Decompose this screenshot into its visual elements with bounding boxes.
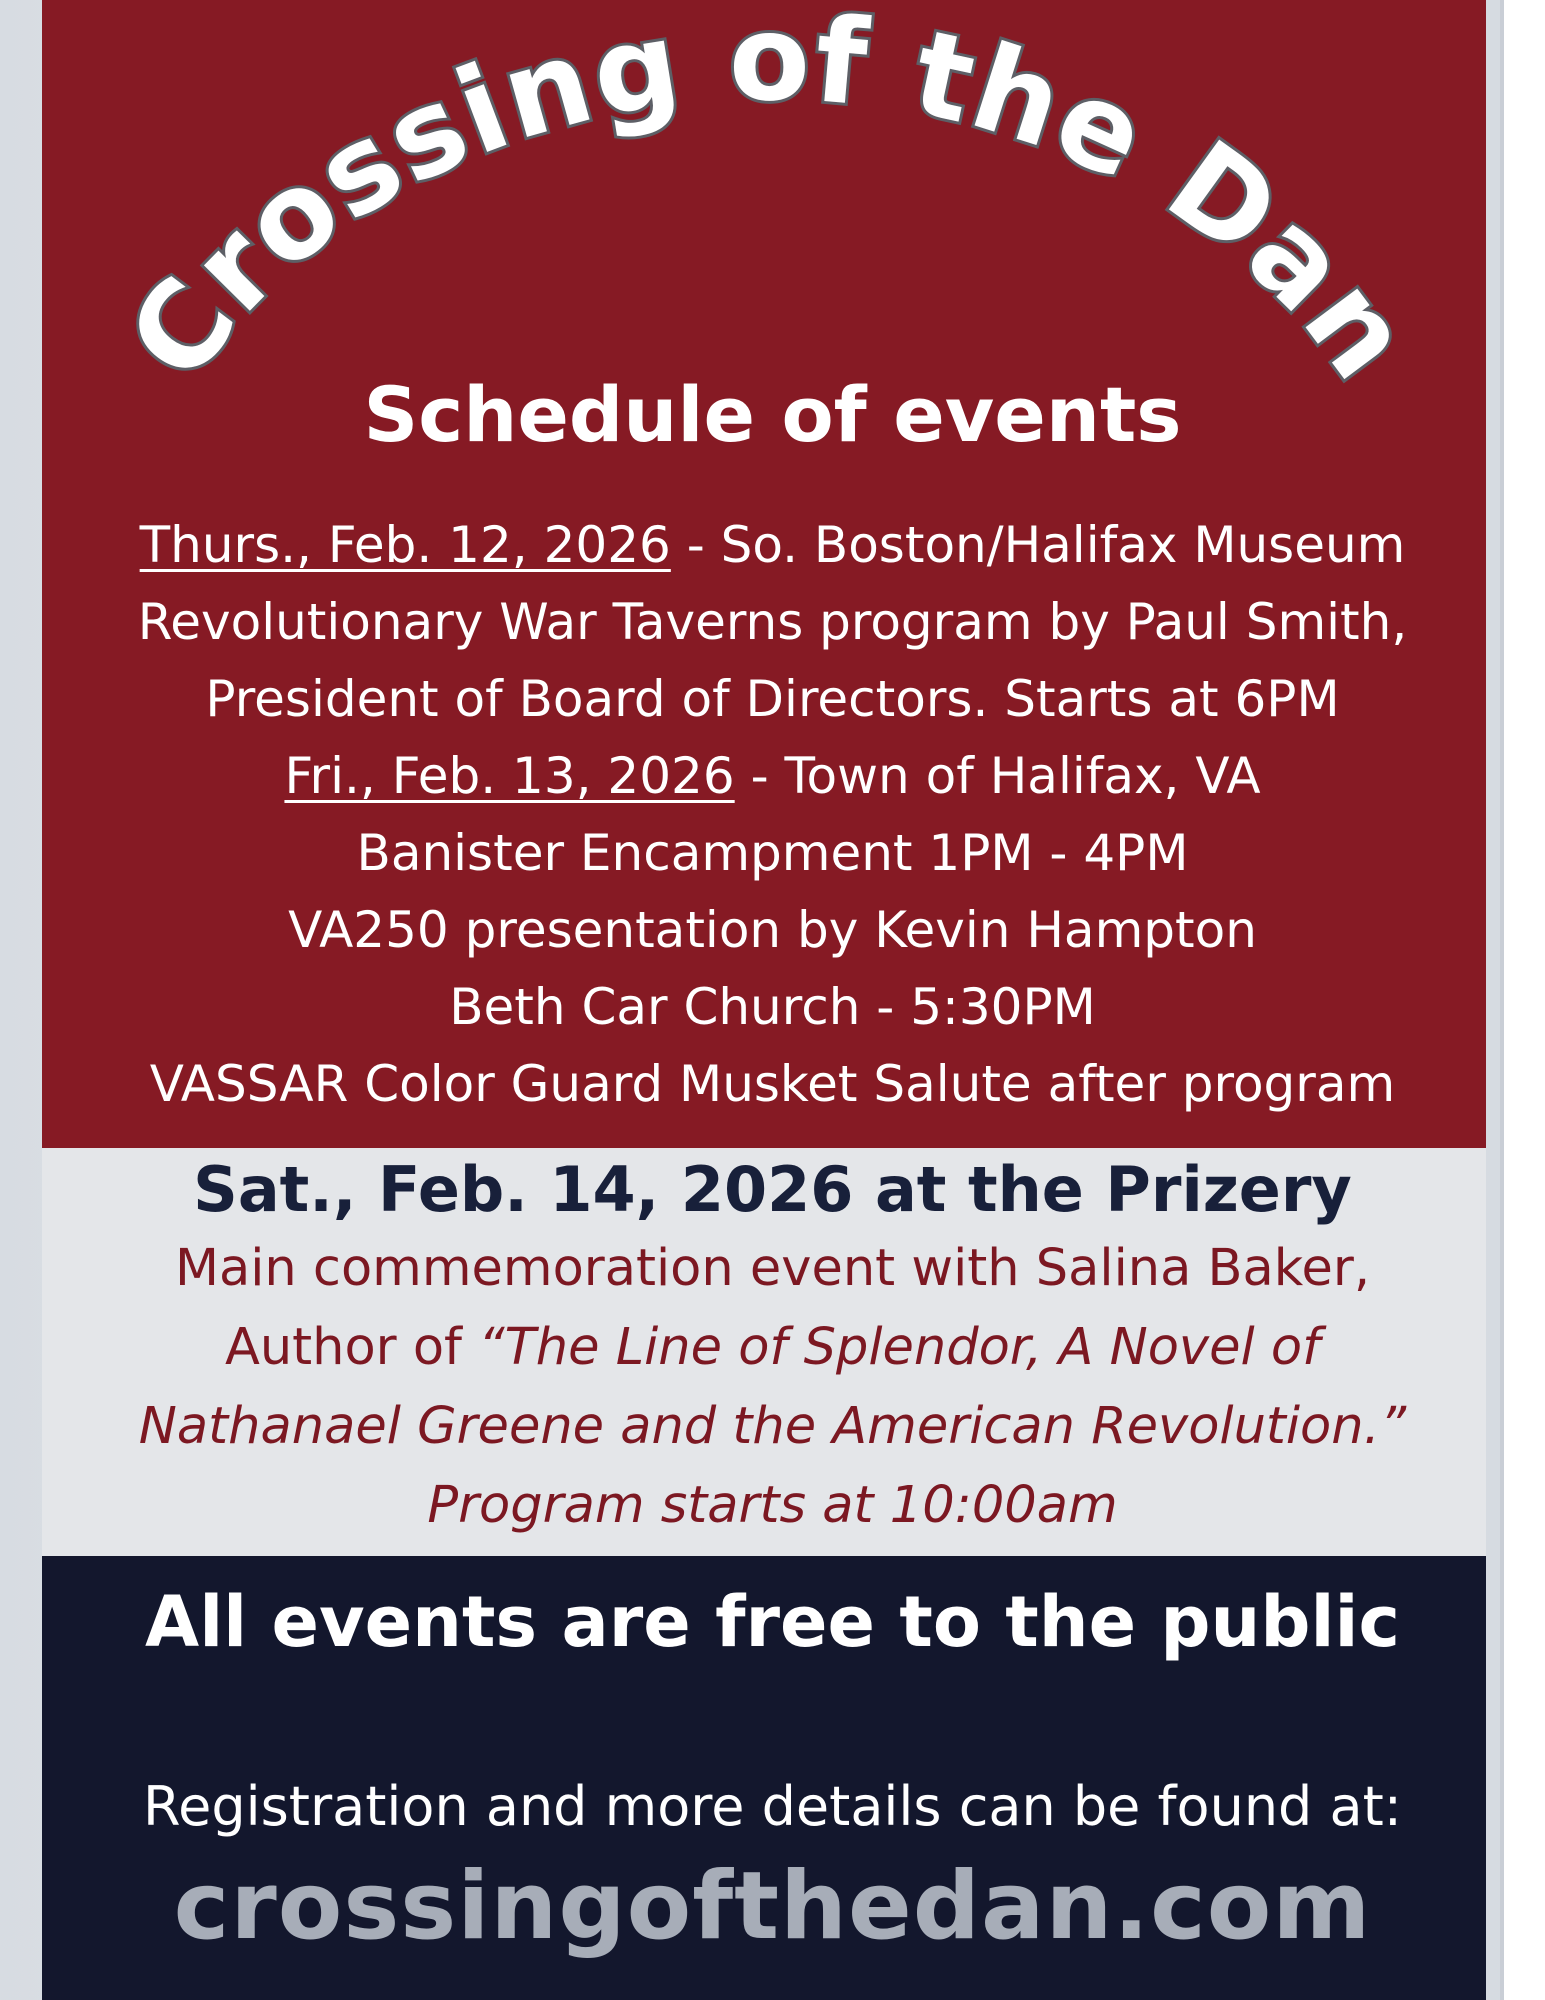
thursday-line-3: President of Board of Directors. Starts at 6PM <box>205 670 1340 728</box>
thursday-location: - So. Boston/Halifax Museum <box>670 516 1406 574</box>
free-notice: All events are free to the public <box>145 1581 1400 1663</box>
friday-line-1 <box>0 746 1545 806</box>
title-arch <box>0 0 1545 560</box>
saturday-book-title-start: “The Line of Splendor, A Novel of <box>478 1318 1321 1377</box>
saturday-line-1: Main commemoration event with Salina Baker, <box>174 1239 1371 1298</box>
website-link[interactable]: crossingofthedan.com <box>173 1852 1372 1961</box>
friday-line-4: Beth Car Church - 5:30PM <box>449 978 1096 1036</box>
saturday-author-prefix: Author of <box>224 1318 479 1377</box>
registration-text: Registration and more details can be found at: <box>143 1775 1402 1838</box>
saturday-heading: Sat., Feb. 14, 2026 at the Prizery <box>193 1153 1352 1226</box>
saturday-line-3 <box>0 1396 1545 1458</box>
friday-line-2: Banister Encampment 1PM - 4PM <box>356 824 1189 882</box>
saturday-line-4 <box>0 1475 1545 1537</box>
saturday-start-time: Program starts at 10:00am <box>427 1476 1118 1535</box>
friday-line-5: VASSAR Color Guard Musket Salute after program <box>149 1055 1396 1113</box>
saturday-book-title-end: Nathanael Greene and the American Revolution.” <box>138 1397 1407 1456</box>
friday-line-3: VA250 presentation by Kevin Hampton <box>288 901 1257 959</box>
friday-date: Fri., Feb. 13, 2026 <box>284 747 735 805</box>
poster-title: Crossing of the Dan <box>100 0 1440 405</box>
thursday-date: Thurs., Feb. 12, 2026 <box>139 516 671 574</box>
schedule-subtitle: Schedule of events <box>363 370 1182 459</box>
saturday-line-2 <box>0 1317 1545 1379</box>
thursday-line-2: Revolutionary War Taverns program by Paul Smith, <box>137 593 1408 651</box>
friday-location: - Town of Halifax, VA <box>734 747 1261 805</box>
thursday-line-1 <box>0 515 1545 575</box>
